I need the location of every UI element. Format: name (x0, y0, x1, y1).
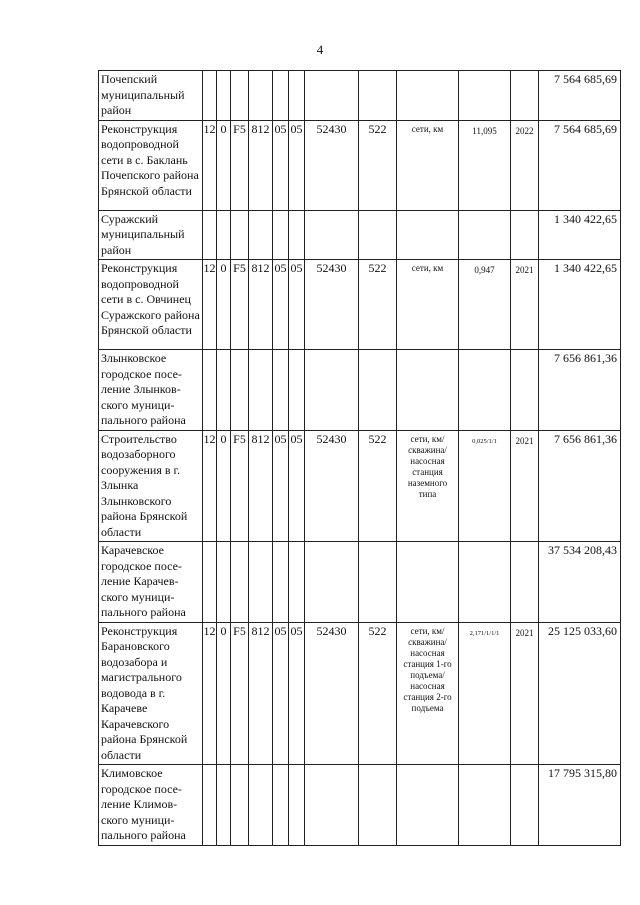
code-cell: 812 (249, 120, 273, 210)
amount-cell: 7 564 685,69 (539, 71, 621, 121)
table-row (99, 260, 621, 350)
project-name: Реконструкция водопроводной сети в с. Баклань Почепского района Брянской области (99, 120, 203, 210)
code-cell: F5 (231, 430, 249, 542)
code-cell: 522 (359, 622, 397, 765)
table-row (99, 350, 621, 431)
amount-cell: 37 534 208,43 (539, 542, 621, 623)
table-row (99, 622, 621, 765)
capacity-cell: 2,171/1/1/1 (459, 622, 511, 765)
table-row (99, 765, 621, 846)
project-name: Строительство водозаборного сооружения в г. Злынка Злынковского района Брянской области (99, 430, 203, 542)
year-cell: 2022 (511, 120, 539, 210)
capacity-cell: 11,095 (459, 120, 511, 210)
code-cell: 12 (203, 120, 217, 210)
capacity-cell: 0,025/1/1 (459, 430, 511, 542)
amount-cell: 1 340 422,65 (539, 260, 621, 350)
page-number: 4 (316, 42, 324, 57)
year-cell: 2021 (511, 430, 539, 542)
code-cell: F5 (231, 120, 249, 210)
code-cell: 12 (203, 430, 217, 542)
code-cell: 05 (289, 260, 305, 350)
table-row (99, 210, 621, 260)
code-cell: 522 (359, 120, 397, 210)
code-cell: 52430 (305, 622, 359, 765)
code-cell: 52430 (305, 260, 359, 350)
code-cell: F5 (231, 622, 249, 765)
code-cell: 12 (203, 260, 217, 350)
table-row (99, 120, 621, 210)
municipality-name: Климовское городское посе-ление Климов-ского муници-пального района (99, 765, 203, 846)
code-cell: 05 (289, 430, 305, 542)
code-cell: 05 (273, 430, 289, 542)
code-cell: 812 (249, 622, 273, 765)
capacity-cell: 0,947 (459, 260, 511, 350)
program-table (98, 70, 621, 846)
code-cell: 0 (217, 260, 231, 350)
amount-cell: 7 656 861,36 (539, 430, 621, 542)
code-cell: F5 (231, 260, 249, 350)
unit-cell: сети, км (397, 260, 459, 350)
municipality-name: Злынковское городское посе-ление Злынков-ского муници-пального района (99, 350, 203, 431)
code-cell: 0 (217, 120, 231, 210)
municipality-name: Почепский муниципальный район (99, 71, 203, 121)
project-name: Реконструкция водопроводной сети в с. Овчинец Суражского района Брянской области (99, 260, 203, 350)
code-cell: 0 (217, 430, 231, 542)
year-cell: 2021 (511, 622, 539, 765)
code-cell: 12 (203, 622, 217, 765)
project-name: Реконструкция Барановского водозабора и магистрального водовода в г. Карачеве Карачевского района Брянской области (99, 622, 203, 765)
code-cell: 05 (273, 622, 289, 765)
code-cell: 05 (273, 260, 289, 350)
table-row (99, 542, 621, 623)
code-cell: 52430 (305, 120, 359, 210)
code-cell: 05 (289, 120, 305, 210)
table-row (99, 430, 621, 542)
unit-cell: сети, км/ скважина/ насосная станция 1-го подъема/ насосная станция 2-го подъема (397, 622, 459, 765)
amount-cell: 25 125 033,60 (539, 622, 621, 765)
code-cell: 0 (217, 622, 231, 765)
municipality-name: Суражский муниципальный район (99, 210, 203, 260)
code-cell: 522 (359, 260, 397, 350)
amount-cell: 17 795 315,80 (539, 765, 621, 846)
year-cell: 2021 (511, 260, 539, 350)
unit-cell: сети, км/ скважина/ насосная станция наземного типа (397, 430, 459, 542)
code-cell: 05 (273, 120, 289, 210)
code-cell: 52430 (305, 430, 359, 542)
code-cell: 812 (249, 430, 273, 542)
amount-cell: 1 340 422,65 (539, 210, 621, 260)
code-cell: 05 (289, 622, 305, 765)
amount-cell: 7 656 861,36 (539, 350, 621, 431)
municipality-name: Карачевское городское посе-ление Карачев-ского муници-пального района (99, 542, 203, 623)
amount-cell: 7 564 685,69 (539, 120, 621, 210)
unit-cell: сети, км (397, 120, 459, 210)
table-row (99, 71, 621, 121)
code-cell: 522 (359, 430, 397, 542)
code-cell: 812 (249, 260, 273, 350)
